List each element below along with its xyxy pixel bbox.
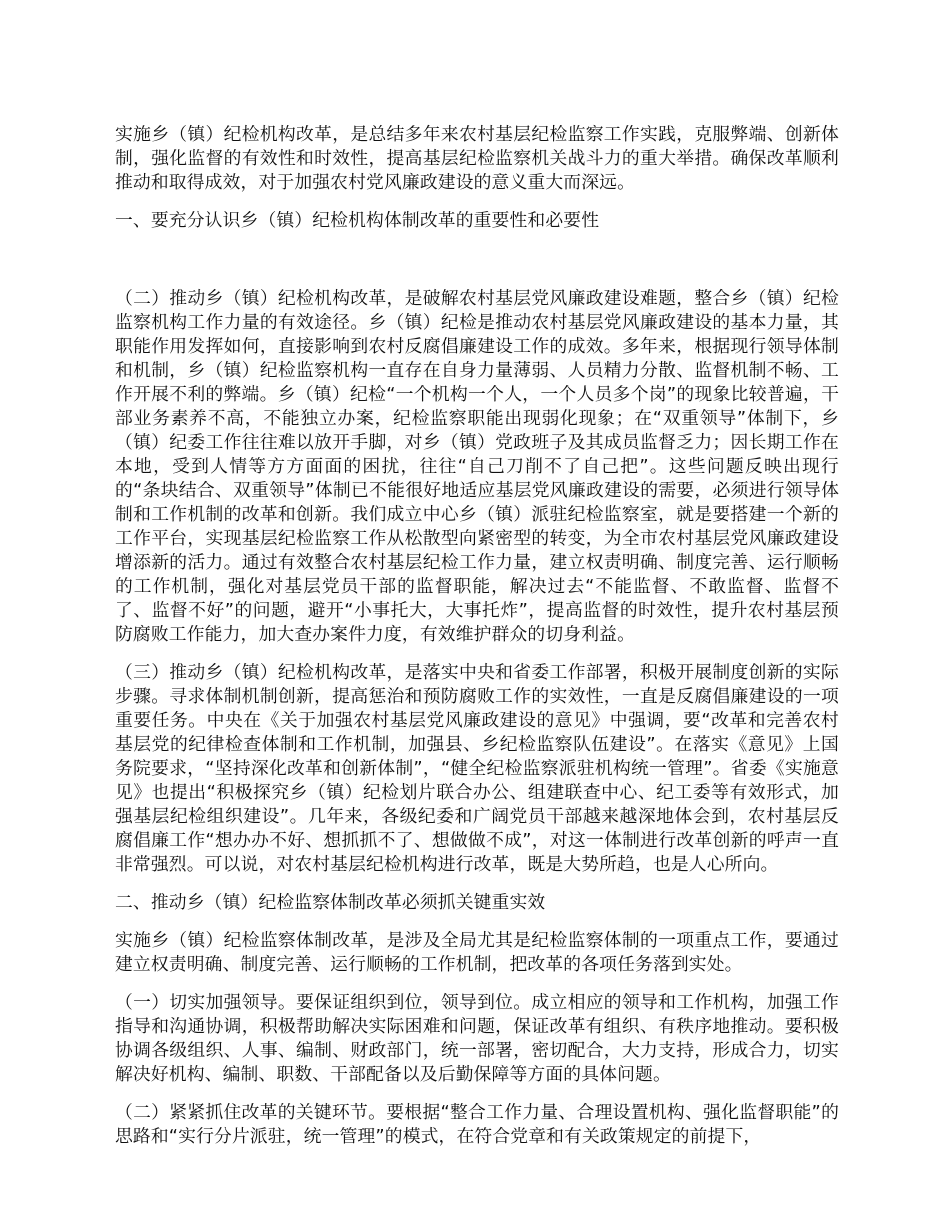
document-body: [115, 123, 839, 1163]
paragraph-leadership: （一）切实加强领导。要保证组织到位，领导到位。成立相应的领导和工作机构，加强工作指导和沟通协调，积极帮助解决实际困难和问题，保证改革有组织、有秩序地推动。要积极协调各级组织、人事、编制、财政部门，统一部署，密切配合，大力支持，形成合力，切实解决好机构、编制、职数、干部配备以及后勤保障等方面的具体问题。: [115, 992, 839, 1085]
section-heading-one: 一、要充分认识乡（镇）纪检机构体制改革的重要性和必要性: [115, 210, 600, 231]
paragraph-part-three: （三）推动乡（镇）纪检机构改革，是落实中央和省委工作部署，积极开展制度创新的实际步骤。寻求体制机制创新，提高惩治和预防腐败工作的实效性，一直是反腐倡廉建设的一项重要任务。中央在《关于加强农村基层党风廉政建设的意见》中强调，要“改革和完善农村基层党的纪律检查体制和工作机制，加强县、乡纪检监察队伍建设”。在落实《意见》上国务院要求，“坚持深化改革和创新体制”，“健全纪检监察派驻机构统一管理”。省委《实施意见》也提出“积极探究乡（镇）纪检划片联合办公、组建联查中心、纪工委等有效形式，加强基层纪检组织建设”。几年来，各级纪委和广阔党员干部越来越深地体会到，农村基层反腐倡廉工作“想办办不好、想抓抓不了、想做做不成”，对这一体制进行改革创新的呼声一直非常强烈。可以说，对农村基层纪检机构进行改革，既是大势所趋，也是人心所向。: [115, 662, 839, 875]
section-heading-two: 二、推动乡（镇）纪检监察体制改革必须抓关键重实效: [115, 892, 546, 913]
paragraph-part-two: （二）推动乡（镇）纪检机构改革，是破解农村基层党风廉政建设难题，整合乡（镇）纪检监察机构工作力量的有效途径。乡（镇）纪检是推动农村基层党风廉政建设的基本力量，其职能作用发挥如何，直接影响到农村反腐倡廉建设工作的成效。多年来，根据现行领导体制和机制，乡（镇）纪检监察机构一直存在自身力量薄弱、人员精力分散、监督机制不畅、工作开展不利的弊端。乡（镇）纪检“一个机构一个人，一个人员多个岗”的现象比较普遍，干部业务素养不高，不能独立办案，纪检监察职能出现弱化现象；在“双重领导”体制下，乡（镇）纪委工作往往难以放开手脚，对乡（镇）党政班子及其成员监督乏力；因长期工作在本地，受到人情等方方面面的困扰，往往“自己刀削不了自己把”。这些问题反映出现行的“条块结合、双重领导”体制已不能很好地适应基层党风廉政建设的需要，必须进行领导体制和工作机制的改革和创新。我们成立中心乡（镇）派驻纪检监察室，就是要搭建一个新的工作平台，实现基层纪检监察工作从松散型向紧密型的转变，为全市农村基层党风廉政建设增添新的活力。通过有效整合农村基层纪检工作力量，建立权责明确、制度完善、运行顺畅的工作机制，强化对基层党员干部的监督职能，解决过去“不能监督、不敢监督、监督不了、监督不好”的问题，避开“小事托大，大事托炸”，提高监督的时效性，提升农村基层预防腐败工作能力，加大查办案件力度，有效维护群众的切身利益。: [115, 288, 839, 645]
blank-space: [115, 247, 839, 287]
paragraph-reform-overview: 实施乡（镇）纪检监察体制改革，是涉及全局尤其是纪检监察体制的一项重点工作，要通过建立权责明确、制度完善、运行顺畅的工作机制，把改革的各项任务落到实处。: [115, 930, 839, 975]
paragraph-intro: 实施乡（镇）纪检机构改革，是总结多年来农村基层纪检监察工作实践，克服弊端、创新体制，强化监督的有效性和时效性，提高基层纪检监察机关战斗力的重大举措。确保改革顺利推动和取得成效，对于加强农村党风廉政建设的意义重大而深远。: [115, 124, 839, 193]
paragraph-key-links: （二）紧紧抓住改革的关键环节。要根据“整合工作力量、合理设置机构、强化监督职能”的思路和“实行分片派驻，统一管理”的模式，在符合党章和有关政策规定的前提下，: [115, 1102, 839, 1147]
